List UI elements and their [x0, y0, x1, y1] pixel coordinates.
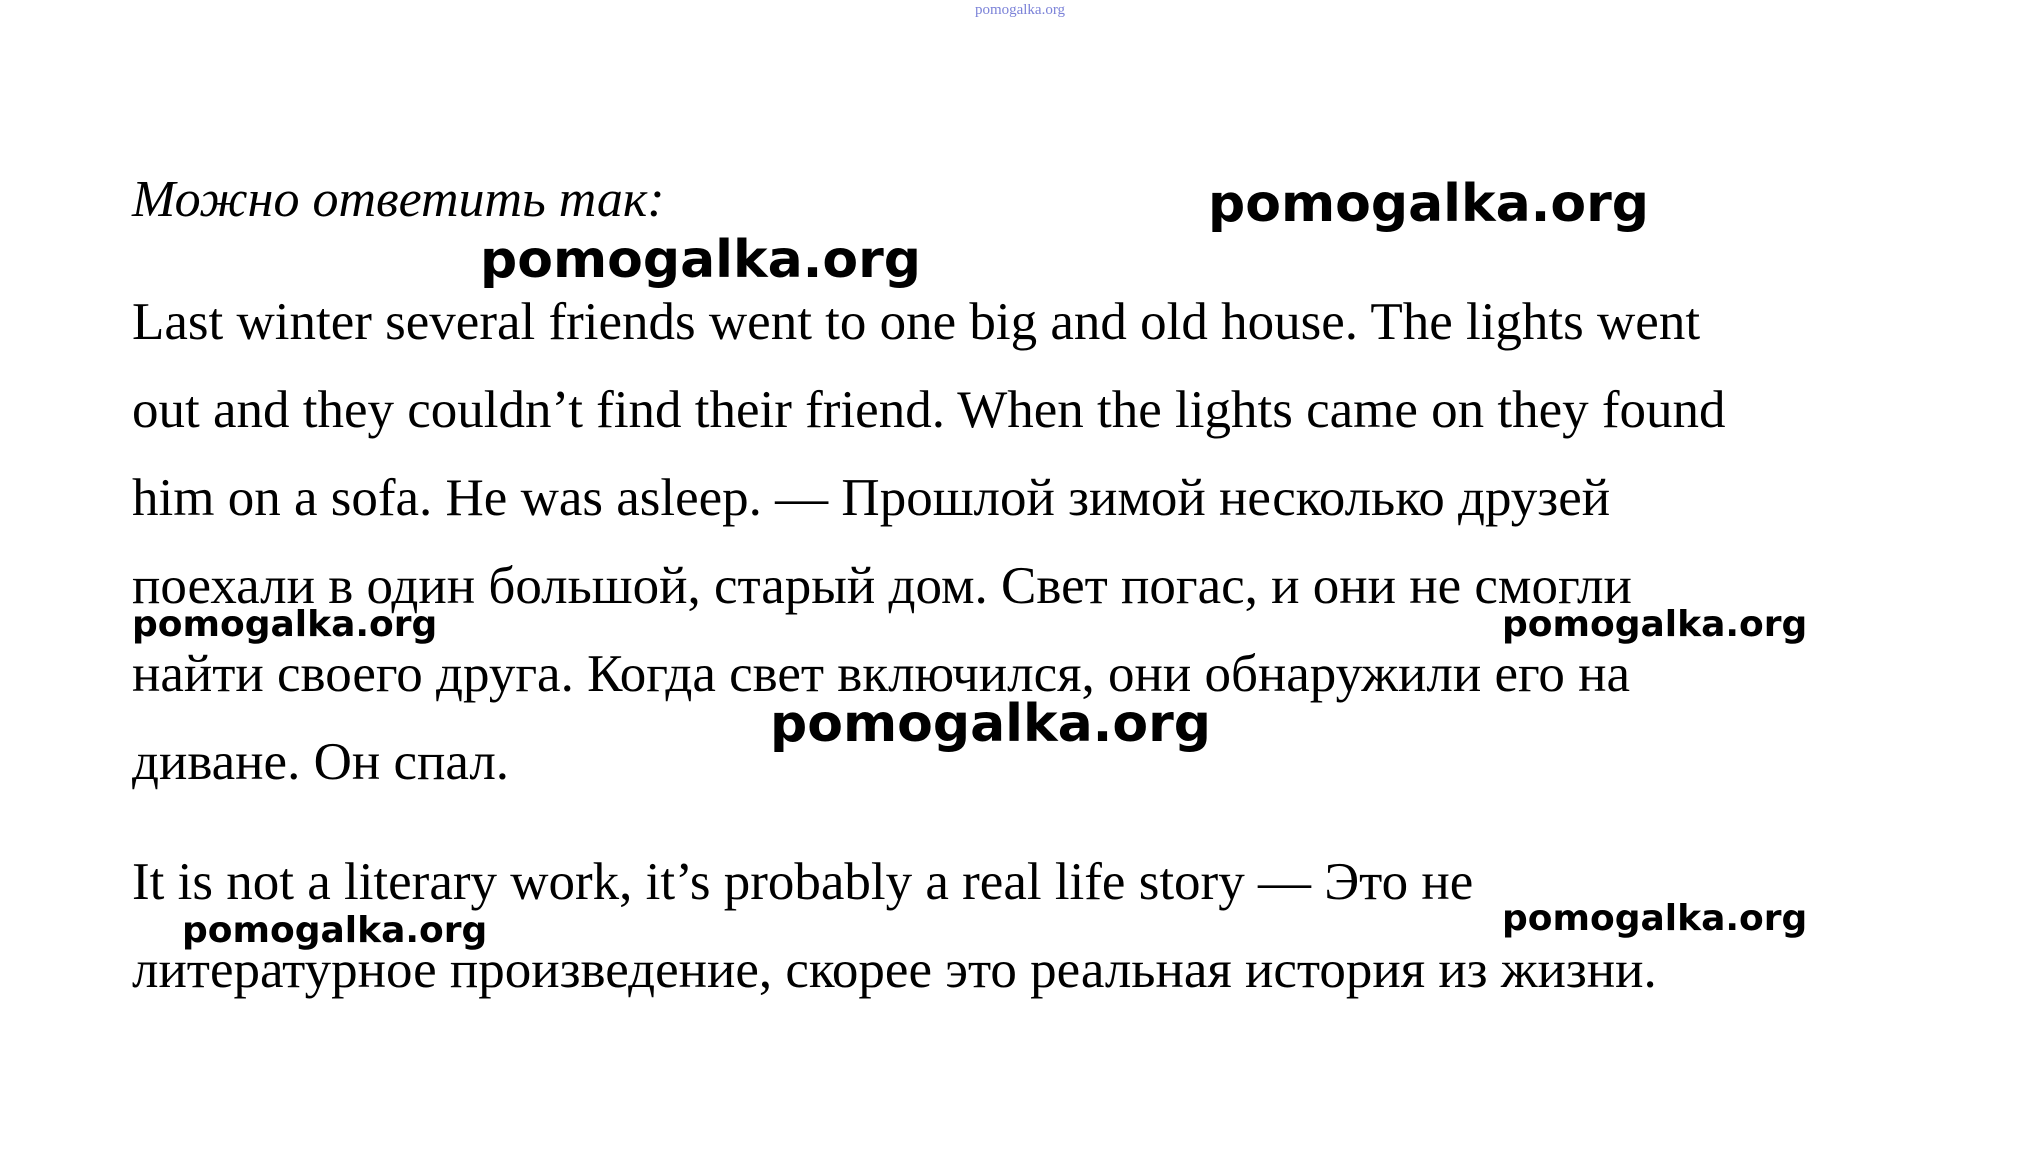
watermark: pomogalka.org	[480, 230, 922, 290]
watermark: pomogalka.org	[132, 604, 438, 645]
text-line: литературное произведение, скорее это реальная история из жизни.	[132, 941, 1657, 999]
watermark: pomogalka.org	[1502, 898, 1808, 939]
text-line: поехали в один большой, старый дом. Свет погас, и они не смогли	[132, 557, 1632, 615]
watermark: pomogalka.org	[1208, 174, 1650, 234]
text-line: out and they couldn’t find their friend. When the lights came on they found	[132, 381, 1726, 439]
site-mark-header: pomogalka.org	[974, 2, 1066, 18]
text-line: Last winter several friends went to one big and old house. The lights went	[132, 293, 1701, 351]
watermark: pomogalka.org	[770, 694, 1212, 754]
watermark: pomogalka.org	[182, 910, 488, 951]
text-line: найти своего друга. Когда свет включился, они обнаружили его на	[132, 645, 1631, 703]
text-line: It is not a literary work, it’s probably a real life story — Это не	[132, 853, 1474, 911]
text-line: him on a sofa. He was asleep. — Прошлой зимой несколько друзей	[132, 469, 1611, 527]
intro-heading: Можно ответить так:	[132, 171, 665, 228]
watermark: pomogalka.org	[1502, 604, 1808, 645]
text-line: диване. Он спал.	[132, 733, 510, 791]
